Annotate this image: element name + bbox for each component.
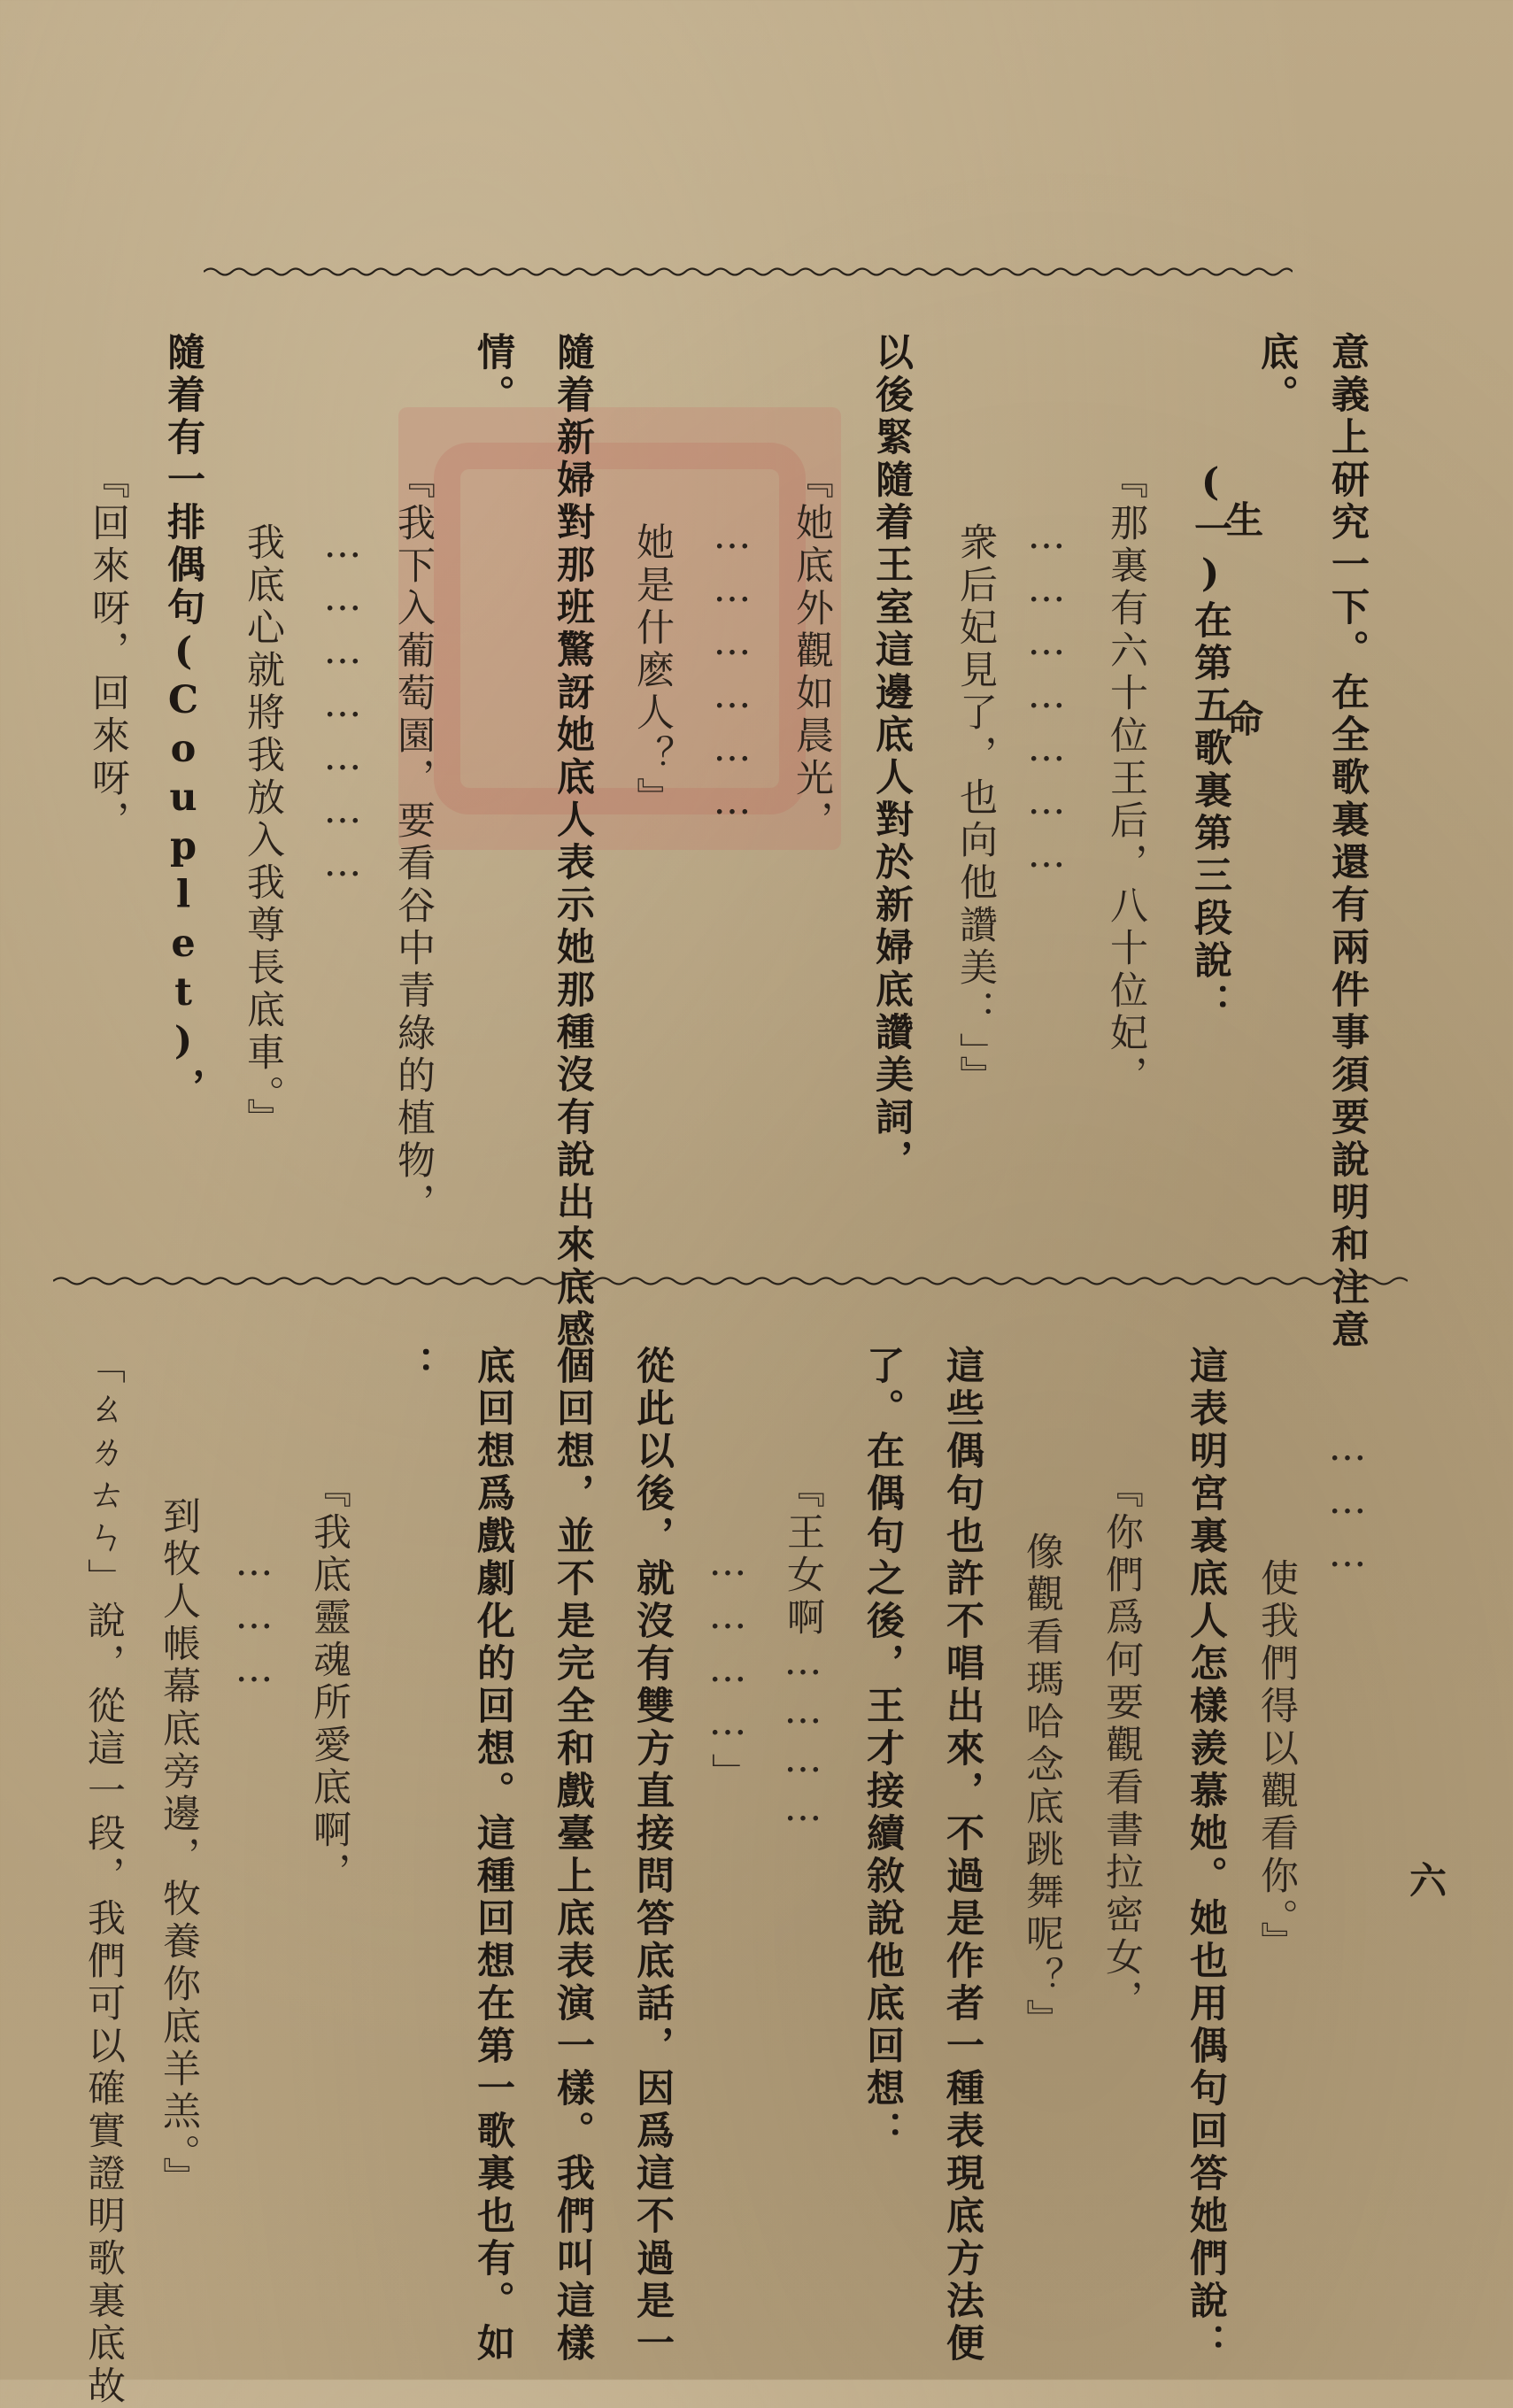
lower-col-9: …………」 <box>706 1540 750 1800</box>
upper-col-15: 我底心就將我放入我尊長底車。』 <box>241 522 285 1141</box>
upper-col-11: 隨着新婦對那班驚訝她底人表示她那種沒有說出來底感 <box>551 332 595 1352</box>
library-stamp <box>398 407 841 850</box>
upper-col-13: 『我下入葡萄園，要看谷中青綠的植物， <box>391 460 436 1225</box>
lower-col-12: 底回想爲戲劇化的回想。這種回想在第一歌裏也有。如 <box>471 1346 515 2366</box>
upper-wavy-rule <box>204 266 1293 278</box>
upper-col-10: 她是什麽人？』 <box>630 522 675 820</box>
page-number: 六 <box>1409 1859 1447 1902</box>
lower-col-1: ……… <box>1325 1425 1370 1585</box>
header-char-1: 生 <box>1226 498 1264 542</box>
lower-col-4: 『你們爲何要觀看書拉密女， <box>1100 1470 1144 2022</box>
upper-col-12: 情。 <box>471 332 515 417</box>
lower-col-16: 到牧人帳幕底旁邊，牧養你底羊羔。』 <box>157 1496 201 2200</box>
lower-col-10: 從此以後，就沒有雙方直接問答底話，因爲這不過是一 <box>630 1346 675 2366</box>
lower-col-3: 這表明宮裏底人怎樣羨慕她。她也用偶句回答她們說： <box>1184 1346 1228 2366</box>
lower-col-7: 了。在偶句之後，王才接續敘說他底回想： <box>861 1346 905 2153</box>
upper-col-14: ………………… <box>320 522 365 894</box>
lower-col-5: 像觀看瑪哈念底跳舞呢？』 <box>1020 1532 1064 2041</box>
lower-col-17: 「ㄠㄌㄊㄣ」說，從這一段，我們可以確實證明歌裏底故 <box>81 1346 126 2408</box>
lower-col-8: 『王女啊………… <box>781 1470 825 1834</box>
lower-col-13: ： <box>391 1346 436 1388</box>
upper-col-8: 『她底外觀如晨光， <box>790 460 834 843</box>
upper-col-16: 隨着有一排偶句(Couplet)， <box>161 332 205 1110</box>
lower-col-14: 『我底靈魂所愛底啊， <box>307 1470 351 1895</box>
upper-col-3: (一)在第五歌裏第三段說： <box>1188 460 1232 1025</box>
lower-col-6: 這些偶句也許不唱出來，不過是作者一種表現底方法便 <box>940 1346 984 2366</box>
lower-col-15: ……… <box>232 1540 276 1700</box>
header-char-2: 命 <box>1226 698 1264 741</box>
upper-col-5: ………………… <box>1024 513 1069 885</box>
upper-col-17: 『回來呀，回來呀， <box>86 460 130 843</box>
lower-col-2: 使我們得以觀看你。』 <box>1254 1558 1299 1964</box>
upper-col-1: 意義上研究一下。在全歌裏還有兩件事須要說明和注意 <box>1325 332 1370 1352</box>
upper-col-7: 以後緊隨着王室這邊底人對於新婦底讚美詞， <box>869 332 914 1182</box>
upper-col-9: ……………… <box>710 513 754 832</box>
upper-col-4: 『那裏有六十位王后，八十位妃， <box>1104 460 1148 1098</box>
upper-col-6: 衆后妃見了，也向他讚美：」』 <box>953 522 998 1099</box>
upper-col-2: 底。 <box>1254 332 1299 417</box>
lower-col-11: 個回想，並不是完全和戲臺上底表演一樣。我們叫這樣 <box>551 1346 595 2366</box>
lower-wavy-rule <box>53 1275 1408 1287</box>
